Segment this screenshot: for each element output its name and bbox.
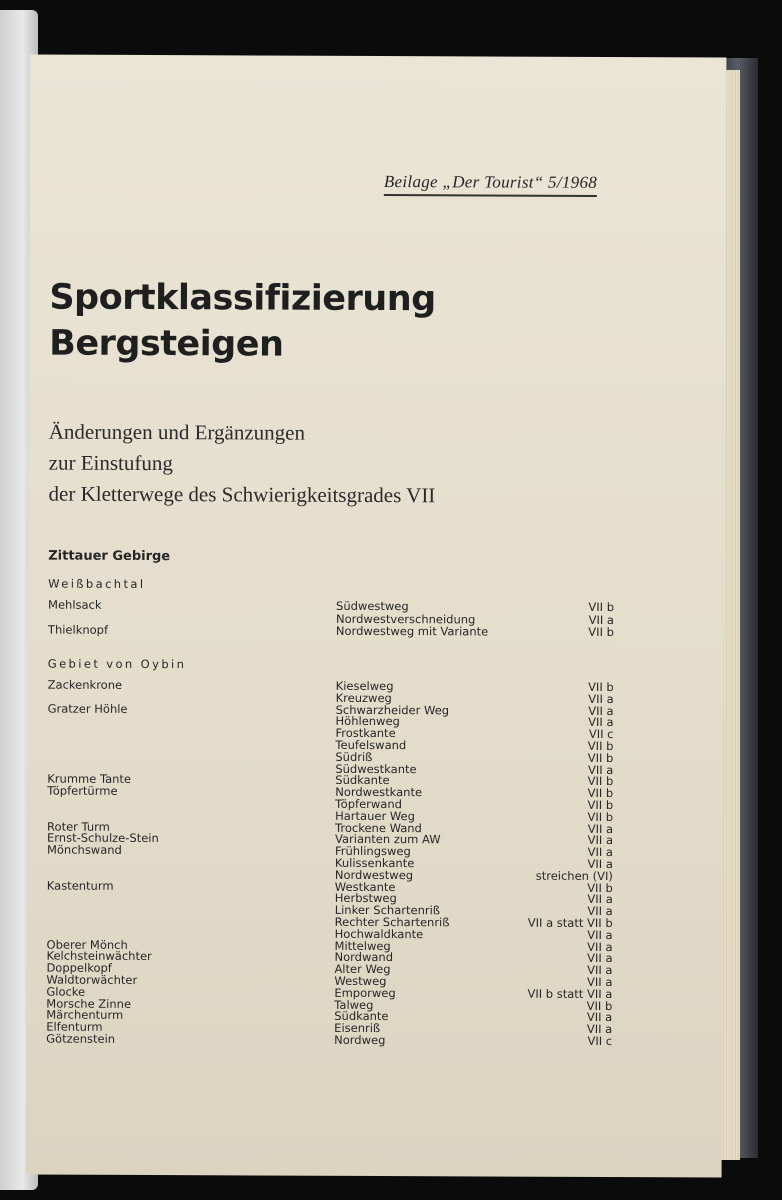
route-name: Südkante	[335, 773, 390, 788]
grade-value: VII b	[588, 599, 615, 615]
peak-name: Krumme Tante	[47, 771, 132, 787]
route-name: Trockene Wand	[335, 820, 422, 835]
grade-value: VII a	[587, 939, 613, 954]
region-heading: Zittauer Gebirge	[48, 548, 171, 565]
grade-value: VII a	[587, 845, 614, 860]
peak-name: Morsche Zinne	[46, 996, 132, 1011]
subtitle-line-3: der Kletterwege des Schwierigkeitsgrades VII	[48, 481, 436, 508]
grade-value: VII b statt VII a	[527, 986, 613, 1001]
grade-value: VII c	[588, 727, 614, 742]
title-line-1: Sportklassifizierung	[49, 277, 436, 320]
grade-value: VII a	[587, 833, 614, 848]
peak-name: Kelchsteinwächter	[46, 948, 152, 964]
subtitle	[48, 417, 435, 512]
route-name: Emporweg	[334, 985, 396, 1000]
route-name: Linker Schartenriß	[334, 903, 441, 918]
route-name: Nordwestkante	[335, 785, 423, 800]
grade-value: VII b	[588, 679, 614, 695]
peak-name: Töpfertürme	[47, 783, 118, 799]
grade-value: VII a	[588, 715, 614, 730]
grade-value: VII c	[587, 1033, 613, 1049]
grade-value: VII b	[587, 786, 614, 801]
grade-value: VII b	[587, 880, 613, 895]
area-heading: Gebiet von Oybin	[47, 656, 187, 672]
grade-value: VII a	[588, 612, 615, 627]
grade-value: VII a	[587, 821, 614, 836]
route-name: Mittelweg	[334, 938, 391, 953]
route-name: Nordwestweg	[334, 867, 414, 882]
peak-name: Gratzer Höhle	[47, 701, 128, 716]
peak-name: Mönchswand	[46, 842, 122, 858]
route-name: Südwestkante	[335, 761, 417, 776]
peak-name: Kastenturm	[46, 878, 114, 893]
route-name: Teufelswand	[335, 737, 407, 753]
grade-value: VII a	[587, 762, 614, 777]
subtitle-line-2: zur Einstufung	[48, 450, 173, 476]
grade-value: VII a	[588, 691, 614, 706]
grade-value: VII b	[587, 774, 614, 789]
route-name: Nordweg	[334, 1032, 386, 1048]
grade-value: VII a	[586, 1022, 613, 1037]
route-name: Südkante	[334, 1009, 389, 1024]
subtitle-line-1: Änderungen und Ergänzungen	[48, 419, 306, 445]
area-heading: Weißbachtal	[48, 576, 146, 591]
route-name: Kulissenkante	[334, 855, 415, 871]
peak-name: Oberer Mönch	[46, 937, 128, 952]
route-name: Schwarzheider Weg	[335, 702, 450, 717]
grade-value: VII a	[587, 974, 613, 990]
title-line-2: Bergsteigen	[49, 323, 284, 365]
peak-name: Waldtorwächter	[46, 972, 138, 987]
document-page	[26, 54, 727, 1177]
peak-name: Roter Turm	[47, 819, 110, 834]
page-title	[49, 275, 436, 369]
grade-value: VII a	[587, 951, 613, 966]
grade-value: VII a	[587, 856, 613, 872]
grade-value: VII a statt VII b	[527, 915, 613, 931]
grade-value: VII b	[587, 738, 614, 754]
peak-name: Ernst-Schulze-Stein	[46, 830, 159, 846]
route-name: Nordwestweg mit Variante	[335, 623, 489, 639]
peak-name: Götzenstein	[46, 1031, 116, 1046]
route-name: Alter Weg	[334, 962, 391, 977]
grade-value: VII a	[588, 703, 614, 718]
peak-name: Mehlsack	[48, 597, 102, 612]
route-name: Frostkante	[335, 726, 396, 741]
route-name: Hartauer Weg	[335, 808, 415, 823]
route-name: Höhlenweg	[335, 714, 400, 729]
peak-name: Zackenkrone	[47, 677, 123, 692]
route-name: Hochwaldkante	[334, 926, 424, 942]
grade-value: streichen (VI)	[535, 868, 613, 883]
route-name: Nordwand	[334, 950, 394, 965]
route-name: Rechter Schartenriß	[334, 914, 450, 930]
supplement-header: Beilage „Der Tourist“ 5/1968	[384, 172, 597, 197]
grade-value: VII a	[587, 904, 613, 919]
route-name: Südriß	[335, 749, 373, 764]
route-name: Westkante	[334, 879, 396, 894]
grade-value: VII b	[586, 998, 613, 1013]
route-name: Frühlingsweg	[334, 844, 411, 859]
route-name: Kreuzweg	[335, 690, 392, 705]
route-name: Herbstweg	[334, 891, 397, 906]
grade-value: VII a	[587, 927, 613, 942]
peak-name: Doppelkopf	[46, 960, 112, 976]
peak-name: Glocke	[46, 984, 86, 999]
grade-value: VII a	[587, 892, 613, 907]
grade-value: VII b	[587, 750, 614, 765]
route-name: Südwestweg	[336, 598, 409, 614]
route-name: Eisenriß	[334, 1021, 381, 1036]
route-name: Kieselweg	[335, 678, 394, 694]
grade-value: VII b	[588, 624, 614, 640]
grade-value: VII b	[587, 809, 614, 824]
peak-name: Märchenturm	[46, 1007, 124, 1023]
route-name: Westweg	[334, 973, 387, 989]
route-name: Nordwestverschneidung	[335, 611, 476, 626]
grade-value: VII a	[586, 1010, 613, 1025]
route-name: Töpferwand	[335, 796, 402, 812]
grade-value: VII a	[587, 963, 613, 978]
peak-name: Elfenturm	[46, 1019, 103, 1034]
route-name: Varianten zum AW	[334, 832, 441, 847]
grade-value: VII b	[587, 797, 614, 813]
peak-name: Thielknopf	[47, 622, 109, 637]
route-name: Talweg	[334, 997, 374, 1012]
